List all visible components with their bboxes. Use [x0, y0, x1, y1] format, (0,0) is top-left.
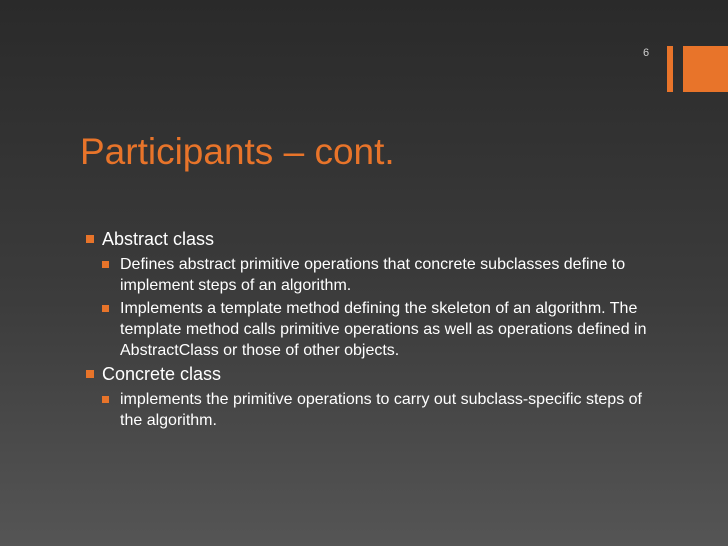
slide-title: Participants – cont.	[80, 131, 395, 172]
square-bullet-icon	[102, 305, 109, 312]
page-number: 6	[642, 47, 650, 59]
slide-content	[80, 228, 660, 433]
accent-bar-thick	[683, 46, 728, 92]
square-bullet-icon	[86, 370, 94, 378]
bullet-concrete-class	[80, 363, 660, 386]
square-bullet-icon	[86, 235, 94, 243]
sub-bullet-implements-primitive	[98, 389, 660, 431]
bullet-abstract-class	[80, 228, 660, 251]
bullet-text: Concrete class	[102, 364, 222, 384]
accent-bar-thin	[667, 46, 673, 92]
sub-bullet-text: Implements a template method defining the skeleton of an algorithm. The template method calls primitive operations as well as operations defined in AbstractClass or those of other objects.	[120, 300, 647, 359]
sub-bullet-text: Defines abstract primitive operations that concrete subclasses define to implement steps of an algorithm.	[120, 256, 626, 294]
square-bullet-icon	[102, 261, 109, 268]
bullet-text: Abstract class	[102, 229, 215, 249]
sub-bullet-implements-template	[98, 298, 660, 361]
square-bullet-icon	[102, 396, 109, 403]
sub-bullet-text: implements the primitive operations to carry out subclass-specific steps of the algorithm.	[120, 391, 642, 429]
sub-bullet-defines	[98, 254, 660, 296]
